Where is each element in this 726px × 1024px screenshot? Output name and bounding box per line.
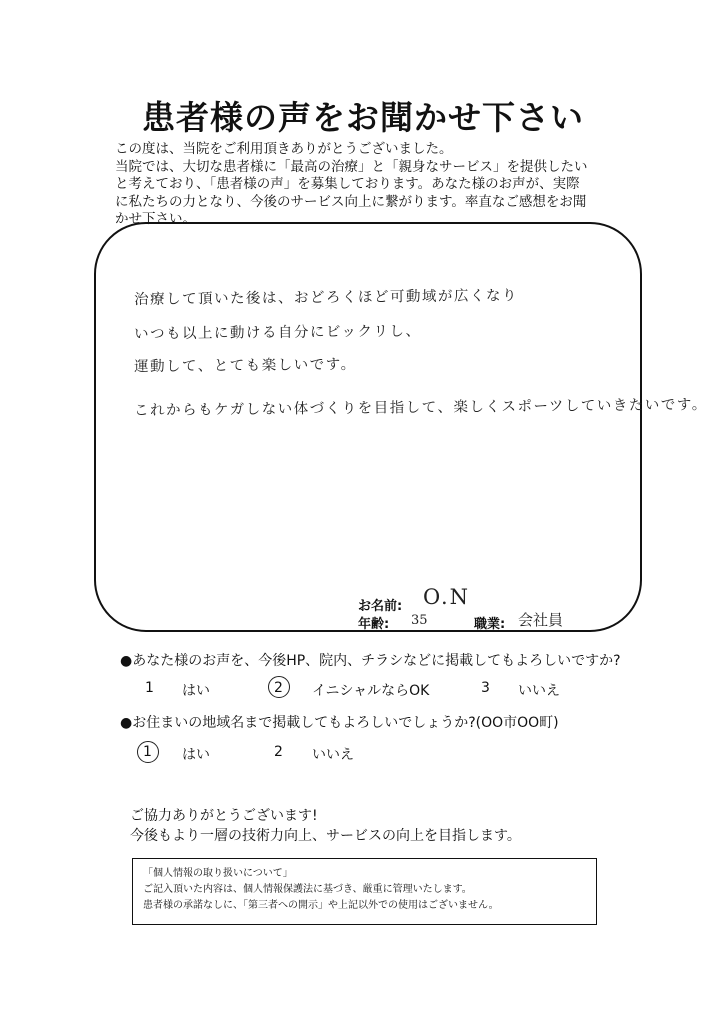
page-title: 患者様の声をお聞かせ下さい	[142, 98, 584, 137]
feedback-line: 治療して頂いた後は、おどろくほど可動域が広くなり	[133, 287, 519, 309]
age-value: 35	[411, 613, 428, 628]
privacy-notice	[132, 858, 597, 925]
q1-option-1-label[interactable]: はい	[182, 683, 210, 699]
feedback-line: いつも以上に動ける自分にビックリし、	[133, 323, 422, 343]
notice-heading: 「個人情報の取り扱いについて」	[143, 868, 293, 879]
q2-option-2-number[interactable]: 2	[274, 744, 283, 760]
feedback-box	[94, 222, 708, 632]
intro-line: かせ下さい。	[115, 211, 196, 227]
job-label: 職業:	[474, 617, 506, 632]
notice-line: ご記入頂いた内容は、個人情報保護法に基づき、厳重に管理いたします。	[143, 884, 472, 895]
intro-line: に私たちの力となり、今後のサービス向上に繋がります。率直なご感想をお聞	[115, 193, 587, 210]
q1-option-3-number[interactable]: 3	[481, 680, 490, 696]
thanks-message	[130, 806, 521, 846]
job-value: 会社員	[518, 611, 564, 629]
q2-option-2-label[interactable]: いいえ	[312, 747, 354, 763]
q1-option-3-label[interactable]: いいえ	[518, 683, 560, 699]
thanks-line: 今後もより一層の技術力向上、サービスの向上を目指します。	[130, 828, 521, 844]
intro-text	[115, 141, 620, 229]
notice-line: 患者様の承諾なしに、「第三者への開示」や上記以外での使用はございません。	[143, 900, 499, 911]
q1-option-1-number[interactable]: 1	[145, 680, 154, 696]
intro-line: と考えており、「患者様の声」を募集しております。あなた様のお声が、実際	[115, 176, 580, 192]
intro-line: この度は、当院をご利用頂きありがとうございました。	[115, 141, 453, 157]
age-label: 年齢:	[358, 617, 390, 632]
name-label: お名前:	[358, 599, 403, 614]
question-2: ●お住まいの地域名まで掲載してもよろしいでしょうか?(OO市OO町)	[120, 715, 559, 731]
feedback-line: これからもケガしない体づくりを目指して、楽しくスポーツしていきたいです。	[133, 396, 708, 420]
q1-option-2-label[interactable]: イニシャルならOK	[312, 683, 430, 699]
question-1: ●あなた様のお声を、今後HP、院内、チラシなどに掲載してもよろしいですか?	[120, 653, 621, 669]
intro-line: 当院では、大切な患者様に「最高の治療」と「親身なサービス」を提供したい	[115, 158, 588, 175]
q1-option-2-number[interactable]: 2	[274, 680, 283, 696]
q2-option-1-label[interactable]: はい	[182, 747, 210, 763]
thanks-line: ご協力ありがとうございます!	[130, 808, 318, 824]
name-value: O.N	[423, 585, 471, 609]
q2-option-1-number[interactable]: 1	[143, 744, 152, 760]
feedback-line: 運動して、とても楽しいです。	[133, 356, 357, 376]
